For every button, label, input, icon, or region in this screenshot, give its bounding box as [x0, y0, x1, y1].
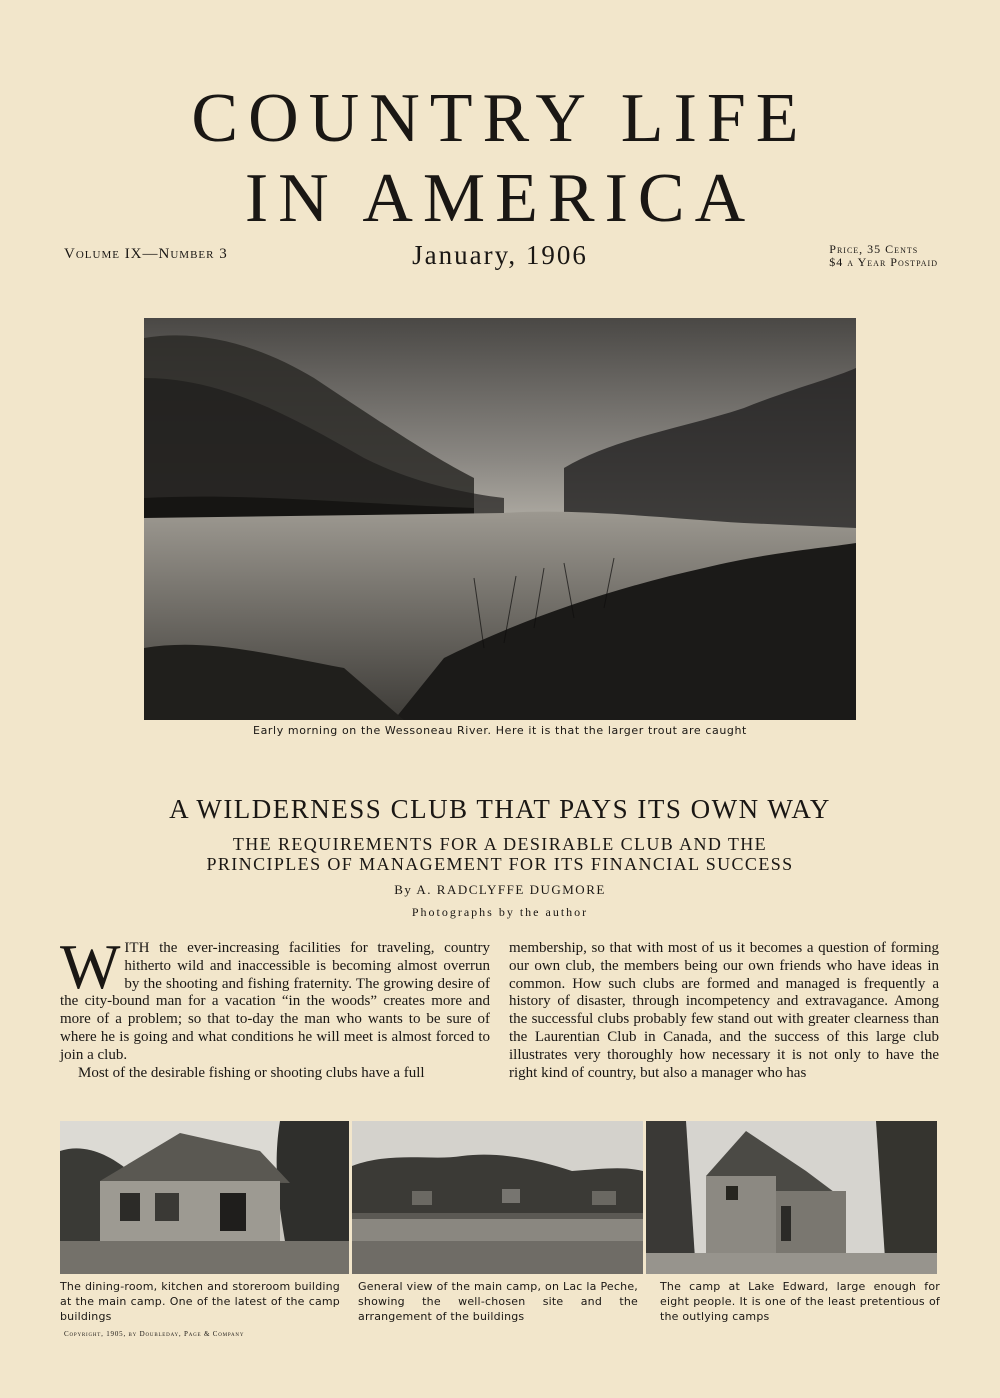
lake-edward-camp-image: [646, 1121, 937, 1274]
price-line2: $4 a Year Postpaid: [829, 255, 938, 269]
article-byline: By A. RADCLYFFE DUGMORE: [394, 882, 606, 897]
photo-caption-dining-building: The dining-room, kitchen and storeroom building at the main camp. One of the latest of the camp buildings: [60, 1280, 340, 1323]
hero-photo: [144, 318, 856, 720]
article-paragraph-2: Most of the desirable fishing or shooting clubs have a full: [78, 1064, 425, 1081]
article-column-right: [509, 940, 939, 1082]
dining-building-image: [60, 1121, 349, 1274]
photo-dining-building: [60, 1121, 349, 1274]
article-paragraph-3: membership, so that with most of us it becomes a question of forming our own club, the members being our own friends who have ideas in common. How such clubs are formed and managed is frequently a history of disaster, through incompetency and extravagance. Among the successful clubs probably few stand out with greater clearness than the Laurentian Club in Canada, and the success of this large club illustrates very thoroughly how necessary it is not only to have the right kind of country, but also a manager who has: [509, 940, 939, 1081]
photo-main-camp: [352, 1121, 643, 1274]
price-info: [829, 243, 938, 269]
article-column-left: [60, 931, 490, 1082]
paragraph-1-text: ITH the ever-increasing facilities for traveling, country hitherto wild and inaccessible is becoming almost overrun by the shooting and fishing fraternity. The growing desire of the city-bound man for a vacation “in the woods” creates more and more of a problem; so that to-day the man who wants to be sure of where he is going and what conditions he will meet is almost forced to join a club.: [60, 940, 490, 1063]
photo-caption-main-camp: General view of the main camp, on Lac la Peche, showing the well-chosen site and the arrangement of the buildings: [358, 1280, 638, 1323]
article-headline: A WILDERNESS CLUB THAT PAYS ITS OWN WAY: [169, 794, 831, 824]
hero-caption: Early morning on the Wessoneau River. Here it is that the larger trout are caught: [253, 724, 747, 737]
copyright-notice: Copyright, 1905, by Doubleday, Page & Company: [64, 1330, 245, 1338]
volume-number: Volume IX—Number 3: [64, 246, 228, 262]
article-subhead-line2: PRINCIPLES OF MANAGEMENT FOR ITS FINANCIAL SUCCESS: [206, 854, 794, 874]
issue-date: January, 1906: [412, 240, 588, 270]
article-paragraph-1: [60, 931, 490, 1065]
photo-caption-lake-edward: The camp at Lake Edward, large enough for eight people. It is one of the least pretentious of the outlying camps: [660, 1280, 940, 1323]
main-camp-image: [352, 1121, 643, 1274]
photo-credit: Photographs by the author: [411, 905, 589, 919]
drop-cap: W: [60, 931, 121, 1002]
photo-lake-edward-camp: [646, 1121, 937, 1274]
river-scene-image: [144, 318, 856, 720]
masthead-title-line2: IN AMERICA: [244, 160, 756, 237]
article-subhead-line1: THE REQUIREMENTS FOR A DESIRABLE CLUB AND THE: [232, 834, 768, 854]
masthead-title-line1: COUNTRY LIFE: [191, 80, 809, 157]
price-line1: Price, 35 Cents: [829, 242, 919, 256]
